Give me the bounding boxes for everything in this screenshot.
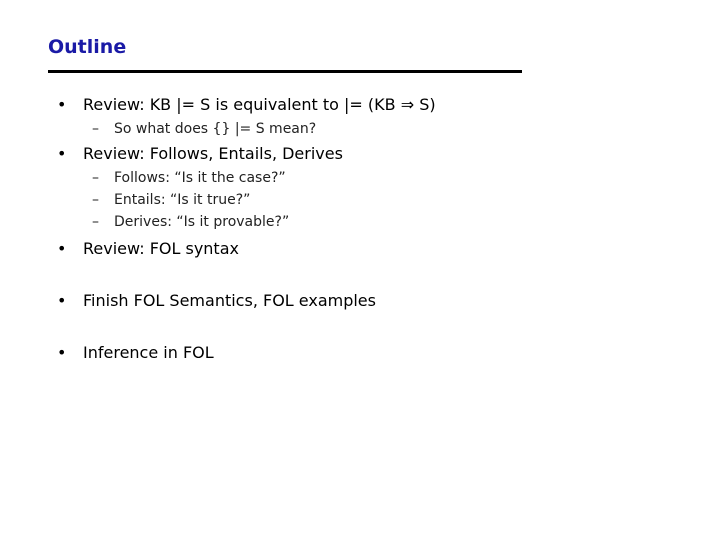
bullet-glyph: • (57, 291, 67, 310)
title-divider (48, 70, 522, 73)
dash-glyph: – (92, 121, 99, 137)
bullet-text: Review: KB |= S is equivalent to |= (KB ⇒ S) (83, 95, 436, 114)
dash-glyph: – (92, 192, 99, 208)
bullet-text: Inference in FOL (83, 343, 214, 362)
subitem-derives (92, 214, 289, 230)
bullet-item-review-kb (57, 95, 436, 114)
bullet-item-finish-fol-semantics (57, 291, 376, 310)
subitem-text: Derives: “Is it provable?” (114, 214, 290, 230)
subitem-follows (92, 170, 286, 186)
bullet-item-inference-in-fol (57, 343, 214, 362)
subitem-text: So what does {} |= S mean? (114, 121, 317, 137)
subitem-text: Follows: “Is it the case?” (114, 170, 286, 186)
bullet-text: Review: Follows, Entails, Derives (83, 144, 343, 163)
dash-glyph: – (92, 214, 99, 230)
dash-glyph: – (92, 170, 99, 186)
bullet-text: Review: FOL syntax (83, 239, 239, 258)
bullet-glyph: • (57, 144, 67, 163)
subitem-text: Entails: “Is it true?” (114, 192, 251, 208)
bullet-item-review-fol-syntax (57, 239, 239, 258)
bullet-glyph: • (57, 95, 67, 114)
bullet-text: Finish FOL Semantics, FOL examples (83, 291, 376, 310)
subitem-so-what-does (92, 121, 316, 137)
slide-title: Outline (48, 36, 127, 58)
bullet-item-review-follows (57, 144, 343, 163)
bullet-glyph: • (57, 239, 67, 258)
bullet-glyph: • (57, 343, 67, 362)
subitem-entails (92, 192, 250, 208)
